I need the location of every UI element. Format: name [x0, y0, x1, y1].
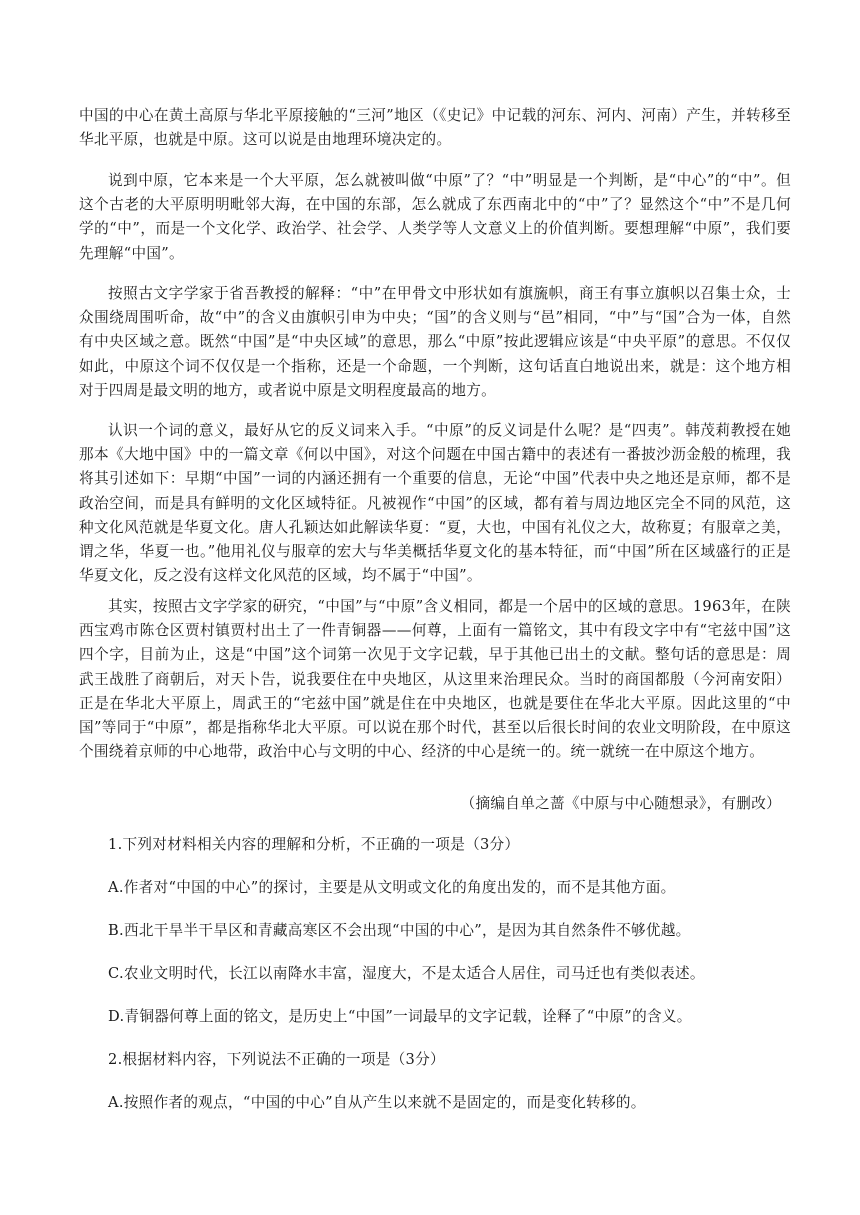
passage-paragraph-5: 其实，按照古文字学家的研究，“中国”与“中原”含义相同，都是一个居中的区域的意思。1963年，在陕西宝鸡市陈仓区贾村镇贾村出土了一件青铜器——何尊，上面有一篇铭文，其中有段文字中有“宅兹中国”这四个字，目前为止，这是“中国”这个词第一次见于文字记载，早于其他已出土的文献。整句话的意思是：周武王战胜了商朝后，对天卜告，说我要住在中央地区，从这里来治理民众。当时的商国都殷（今河南安阳）正是在华北大平原上，周武王的“宅兹中国”就是住在中央地区，也就是要住在华北大平原。因此这里的“中国”等同于“中原”，都是指称华北大平原。可以说在那个时代，甚至以后很长时间的农业文明阶段，在中原这个围绕着京师的中心地带，政治中心与文明的中心、经济的中心是统一的。统一就统一在中原这个地方。 [79, 598, 791, 761]
question-1-stem: 1.下列对材料相关内容的理解和分析，不正确的一项是（3分） [108, 836, 520, 853]
passage-paragraph-1: 中国的中心在黄土高原与华北平原接触的“三河”地区（《史记》中记载的河东、河内、河南）产生，并转移至华北平原，也就是中原。这可以说是由地理环境决定的。 [79, 107, 791, 149]
passage-paragraph-2: 说到中原，它本来是一个大平原，怎么就被叫做“中原”了？“中”明显是一个判断，是“中心”的“中”。但这个古老的大平原明明毗邻大海，在中国的东部，怎么就成了东西南北中的“中”了？显然这个“中”不是几何学的“中”，而是一个文化学、政治学、社会学、人类学等人文意义上的价值判断。要想理解“中原”，我们要先理解“中国”。 [79, 172, 791, 262]
question-1-option-b: B.西北干旱半干旱区和青藏高寒区不会出现“中国的中心”，是因为其自然条件不够优越。 [108, 922, 691, 939]
passage-paragraph-4: 认识一个词的意义，最好从它的反义词来入手。“中原”的反义词是什么呢？是“四夷”。韩茂莉教授在她那本《大地中国》中的一篇文章《何以中国》，对这个问题在中国古籍中的表述有一番披沙沥金般的梳理，我将其引述如下：早期“中国”一词的内涵还拥有一个重要的信息，无论“中国”代表中央之地还是京师，都不是政治空间，而是具有鲜明的文化区域特征。凡被视作“中国”的区域，都有着与周边地区完全不同的风范，这种文化风范就是华夏文化。唐人孔颖达如此解读华夏：“夏，大也，中国有礼仪之大，故称夏；有服章之美，谓之华，华夏一也。”他用礼仪与服章的宏大与华美概括华夏文化的基本特征，而“中国”所在区域盛行的正是华夏文化，反之没有这样文化风范的区域，均不属于“中国”。 [79, 422, 791, 585]
question-2-stem: 2.根据材料内容，下列说法不正确的一项是（3分） [108, 1051, 445, 1068]
question-1-option-d: D.青铜器何尊上面的铭文，是历史上“中国”一词最早的文字记载，诠释了“中原”的含义。 [108, 1008, 692, 1025]
question-1-option-a: A.作者对“中国的中心”的探讨，主要是从文明或文化的角度出发的，而不是其他方面。 [108, 879, 676, 896]
question-2-option-a: A.按照作者的观点，“中国的中心”自从产生以来就不是固定的，而是变化转移的。 [108, 1094, 646, 1111]
question-1-option-c: C.农业文明时代，长江以南降水丰富，湿度大，不是太适合人居住，司马迁也有类似表述。 [108, 965, 705, 982]
source-citation: （摘编自单之蔷《中原与中心随想录》，有删改） [460, 795, 781, 812]
passage-paragraph-3: 按照古文字学家于省吾教授的解释：“中”在甲骨文中形状如有旗旒帜，商王有事立旗帜以召集士众，士众围绕周围听命，故“中”的含义由旗帜引申为中央；“国”的含义则与“邑”相同，“中”与“国”合为一体，自然有中央区域之意。既然“中国”是“中央区域”的意思，那么“中原”按此逻辑应该是“中央平原”的意思。不仅仅如此，中原这个词不仅仅是一个指称，还是一个命题，一个判断，这句话直白地说出来，就是：这个地方相对于四周是最文明的地方，或者说中原是文明程度最高的地方。 [79, 285, 791, 399]
